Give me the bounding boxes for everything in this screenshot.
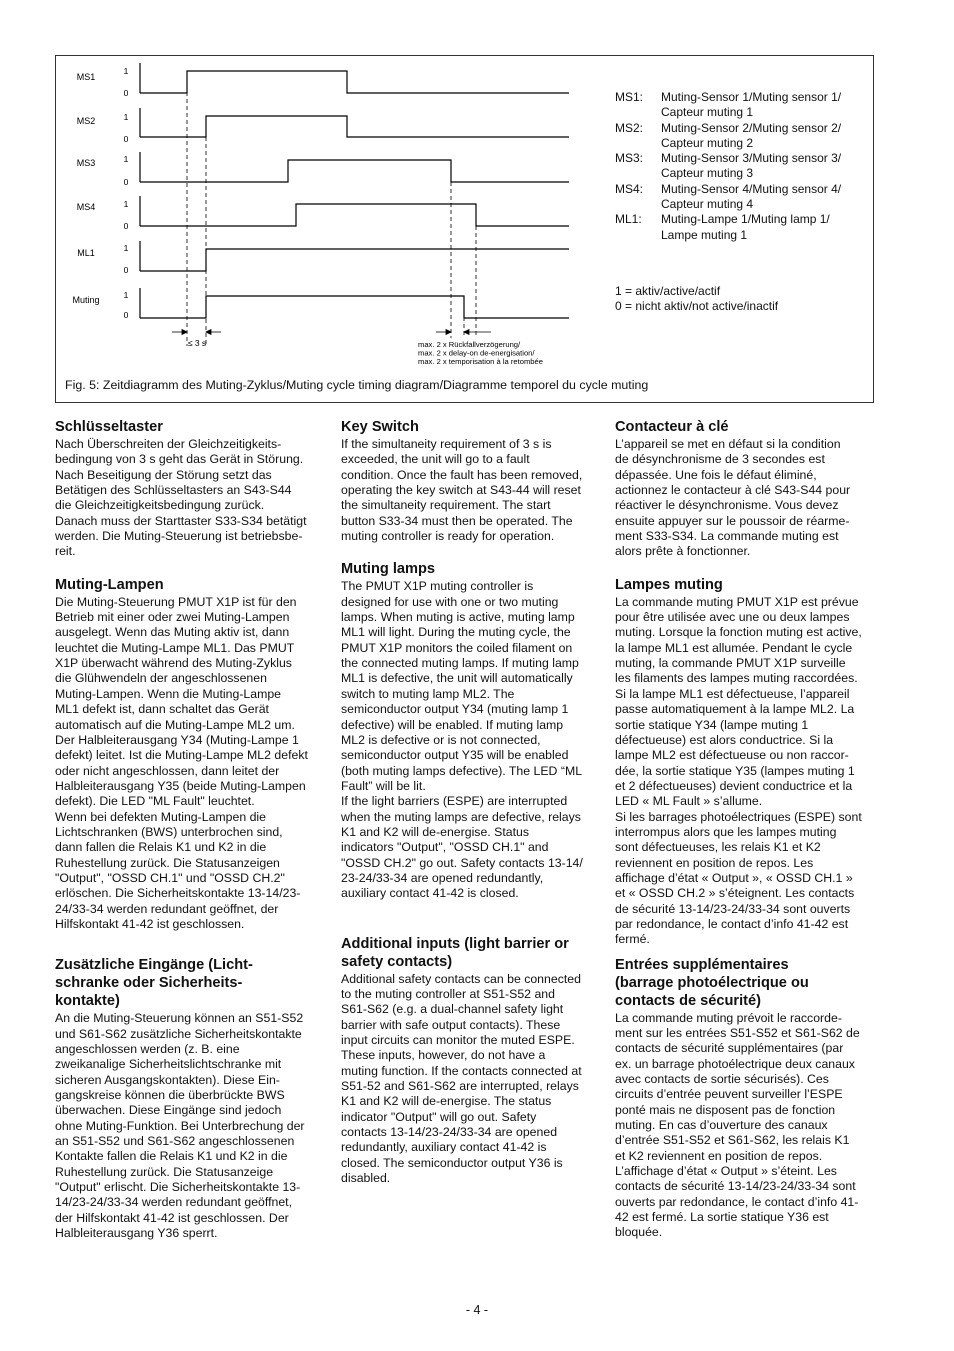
dimension-arrow bbox=[464, 330, 469, 335]
section-body: La commande muting prévoit le raccorde- ment sur les entrées S51-S52 et S61-S62 de contacts de sécurité supplémentaires (par ex. un barrage photoélectrique deux canaux avec contacts de sortie sécurisés). Ces circuits d’entrée peuvent surveiller l’ESPE ponté mais ne disposent pas de fonction muting. En cas d’ouverture des canaux d’entrée S51-S52 et S61-S62, les relais K1 et K2 reviennent en position de repos. L’affichage d’état « Output » s’éteint. Les contacts de sécurité 13-14/23-24/33-34 sont ouverts par redondance, le contact d’info 41- 42 est fermé. La sortie statique Y36 est bloquée. bbox=[615, 1010, 860, 1240]
state-active: 1 = aktiv/active/actif bbox=[615, 284, 721, 298]
legend-value: Muting-Sensor 2/Muting sensor 2/ Capteur muting 2 bbox=[661, 120, 842, 150]
section-body: An die Muting-Steuerung können an S51-S52 und S61-S62 zusätzliche Sicherheitskontakte angeschlossen werden (z. B. eine zweikanalige Sicherheitslichtschranke mit sicheren Ausgangskontakten). Diese Ein- gangskreise können die überbrückte BWS überwachen. Diese Eingänge sind jedoch ohne Muting-Funktion. Bei Unterbrechung der an S51-S52 und S61-S62 angeschlossenen Kontakte fallen die Relais K1 und K2 in die Ruhestellung zurück. Die Statusanzeige "Output" erlischt. Die Sicherheitskontakte 13- 14/23-24/33-34 werden redundant geöffnet, der Hilfskontakt 41-42 ist geschlossen. Der Halbleiterausgang Y36 sperrt. bbox=[55, 1011, 305, 1241]
signal-waveform bbox=[140, 116, 569, 137]
signal-waveform bbox=[140, 296, 569, 318]
state-inactive: 0 = nicht aktiv/not active/inactif bbox=[615, 299, 779, 314]
state-legend bbox=[615, 284, 778, 315]
delay-simultaneity-label: ≤ 3 s bbox=[187, 338, 207, 348]
signal-label: MS3 bbox=[76, 158, 96, 168]
legend-key: MS3: bbox=[615, 151, 644, 166]
page-number: - 4 - bbox=[465, 1303, 489, 1317]
signal-label: MS1 bbox=[76, 72, 96, 82]
level-high-label: 1 bbox=[123, 66, 129, 76]
section-body: Nach Überschreiten der Gleichzeitigkeits- bedingung von 3 s geht das Gerät in Störung. Nach Beseitigung der Störung setzt das Betätigen des Schlüsseltasters an S43-S44 die Gleichzeitigkeitsbedingung zurück. Danach muss der Starttaster S33-S34 betätigt werden. Die Muting-Steuerung ist betriebsbe- reit. bbox=[55, 437, 307, 559]
signal-waveform bbox=[140, 249, 569, 271]
legend-row-ml1 bbox=[615, 212, 870, 243]
section-heading: Lampes muting bbox=[615, 576, 723, 593]
dimension-arrow bbox=[446, 330, 451, 335]
section-heading: Additional inputs (light barrier or safety contacts) bbox=[341, 935, 569, 970]
legend-row-ms1 bbox=[615, 90, 870, 121]
section-heading: Entrées supplémentaires (barrage photoélectrique ou contacts de sécurité) bbox=[615, 956, 809, 1009]
level-low-label: 0 bbox=[123, 177, 129, 187]
section-body: Die Muting-Steuerung PMUT X1P ist für den Betrieb mit einer oder zwei Muting-Lampen ausgelegt. Wenn das Muting aktiv ist, dann leuchtet die Muting-Lampe ML1. Das PMUT X1P überwacht während des Muting-Zyklus die Glühwendeln der angeschlossenen Muting-Lampen. Wenn die Muting-Lampe ML1 defekt ist, dann schaltet das Gerät automatisch auf die Muting-Lampe ML2 um. Der Halbleiterausgang Y34 (Muting-Lampe 1 defekt) leitet. Ist die Muting-Lampe ML2 defekt oder nicht angeschlossen, dann leitet der Halbleiterausgang Y35 (beide Muting-Lampen defekt). Die LED "ML Fault" leuchtet. Wenn bei defekten Muting-Lampen die Lichtschranken (BWS) unterbrochen sind, dann fallen die Relais K1 und K2 in die Ruhestellung zurück. Die Statusanzeigen "Output", "OSSD CH.1" und "OSSD CH.2" erlöschen. Die Sicherheitskontakte 13-14/23- 24/33-34 werden redundant geöffnet, der Hilfskontakt 41-42 ist geschlossen. bbox=[55, 594, 308, 931]
column-french bbox=[615, 418, 879, 1241]
legend-key: ML1: bbox=[615, 212, 642, 227]
level-high-label: 1 bbox=[123, 112, 129, 122]
signal-waveform bbox=[140, 71, 569, 93]
signal-label: MS4 bbox=[76, 202, 96, 212]
level-low-label: 0 bbox=[123, 88, 129, 98]
legend-value: Muting-Sensor 1/Muting sensor 1/ Capteur muting 1 bbox=[661, 90, 842, 120]
signal-label: Muting bbox=[72, 295, 100, 305]
legend-value: Muting-Sensor 3/Muting sensor 3/ Capteur muting 3 bbox=[661, 151, 842, 181]
section-heading: Zusätzliche Eingänge (Licht- schranke oder Sicherheits- kontakte) bbox=[55, 957, 253, 1010]
figure-caption: Fig. 5: Zeitdiagramm des Muting-Zyklus/Muting cycle timing diagram/Diagramme temporel du cycle muting bbox=[65, 378, 649, 392]
section-heading: Key Switch bbox=[341, 419, 419, 435]
signal-label: ML1 bbox=[77, 248, 95, 258]
level-low-label: 0 bbox=[123, 265, 129, 275]
level-high-label: 1 bbox=[123, 290, 129, 300]
legend-row-ms2 bbox=[615, 121, 870, 152]
level-high-label: 1 bbox=[123, 154, 129, 164]
level-low-label: 0 bbox=[123, 134, 129, 144]
column-german bbox=[55, 418, 320, 1241]
legend-value: Muting-Lampe 1/Muting lamp 1/ Lampe muting 1 bbox=[661, 212, 830, 242]
legend-row-ms3 bbox=[615, 151, 870, 182]
legend-key: MS4: bbox=[615, 181, 644, 196]
section-body: If the simultaneity requirement of 3 s is exceeded, the unit will go to a fault condition. Once the fault has been removed, operating the key switch at S43-44 will reset the simultaneity requirement. The start button S33-34 must then be operated. The muting controller is ready for operation. bbox=[341, 437, 583, 544]
section-body: L’appareil se met en défaut si la condition de désynchronisme de 3 secondes est dépassée. Une fois le défaut éliminé, actionnez le contacteur à clé S43-S44 pour réactiver le désynchronisme. Vous devez ensuite appuyer sur le poussoir de réarme- ment S33-S34. La commande muting est alors prête à fonctionner. bbox=[615, 437, 851, 559]
section-heading: Muting-Lampen bbox=[55, 576, 164, 593]
section-heading: Schlüsseltaster bbox=[55, 419, 163, 435]
sensor-legend bbox=[615, 90, 870, 243]
level-high-label: 1 bbox=[123, 199, 129, 209]
legend-key: MS2: bbox=[615, 120, 644, 135]
legend-key: MS1: bbox=[615, 90, 644, 104]
delay-dimension bbox=[172, 330, 491, 335]
delay-release-label: max. 2 x Rückfallverzögerung/ bbox=[418, 340, 521, 349]
delay-release-label: max. 2 x temporisation à la retombée bbox=[418, 356, 543, 366]
section-heading: Muting lamps bbox=[341, 561, 436, 578]
level-low-label: 0 bbox=[123, 221, 129, 231]
dimension-arrow bbox=[182, 330, 187, 335]
section-body: Additional safety contacts can be connected to the muting controller at S51-S52 and S61-S62 (e.g. a dual-channel safety light barrier with safe output contacts). These input circuits can monitor the muted ESPE. These inputs, however, do not have a muting function. If the contacts connected at S51-52 and S61-S62 are interrupted, relays K1 and K2 will de-energise. The status indicator "Output" will go out. Safety contacts 13-14/23-24/33-34 are opened redundantly, auxiliary contact 41-42 is closed. The semiconductor output Y36 is disabled. bbox=[341, 971, 582, 1186]
column-english bbox=[341, 418, 599, 1186]
signal-waveform bbox=[140, 160, 569, 182]
section-body: The PMUT X1P muting controller is designed for use with one or two muting lamps. When muting is active, muting lamp ML1 will light. During the muting cycle, the PMUT X1P monitors the coiled filament on the connected muting lamps. If muting lamp ML1 is defective, the unit will automatically switch to muting lamp ML2. The semiconductor output Y34 (muting lamp 1 defective) will be enabled. If muting lamp ML2 is defective or is not connected, semiconductor output Y35 will be enabled (both muting lamps defective). The LED “ML Fault” will be lit. If the light barriers (ESPE) are interrupted when the muting lamps are defective, relays K1 and K2 will de-energise. Status indicators "Output", "OSSD CH.1" and "OSSD CH.2" go out. Safety contacts 13-14/ 23-24/33-34 are opened redundantly, auxiliary contact 41-42 is closed. bbox=[341, 579, 583, 901]
level-low-label: 0 bbox=[123, 310, 129, 320]
legend-row-ms4 bbox=[615, 182, 870, 213]
section-body: La commande muting PMUT X1P est prévue pour être utilisée avec une ou deux lampes muting. Lorsque la fonction muting est active, la lampe ML1 est allumée. Pendant le cycle muting, la commande PMUT X1P surveille les filaments des lampes muting raccordées. Si la lampe ML1 est défectueuse, l’appareil passe automatiquement à la lampe ML2. La sortie statique Y34 (lampe muting 1 défectueuse) est alors conductrice. Si la lampe ML2 est défectueuse ou non raccor- dée, la sortie statique Y35 (lampes muting 1 et 2 défectueuses) devient conductrice et la LED « ML Fault » s’allume. Si les barrages photoélectriques (ESPE) sont interrompus alors que les lampes muting sont défectueuses, les relais K1 et K2 reviennent en position de repos. Les affichage d’état « Output », « OSSD CH.1 » et « OSSD CH.2 » s’éteignent. Les contacts de sécurité 13-14/23-24/33-34 sont ouverts par redondance, le contact d’info 41-42 est fermé. bbox=[615, 594, 862, 947]
section-heading: Contacteur à clé bbox=[615, 419, 729, 435]
timing-figure bbox=[55, 55, 874, 403]
legend-value: Muting-Sensor 4/Muting sensor 4/ Capteur muting 4 bbox=[661, 181, 842, 212]
signal-waveform bbox=[140, 204, 569, 226]
level-high-label: 1 bbox=[123, 243, 129, 253]
delay-release-label: max. 2 x delay-on de-energisation/ bbox=[418, 348, 535, 358]
dimension-arrow bbox=[206, 330, 211, 335]
signal-label: MS2 bbox=[76, 116, 96, 126]
